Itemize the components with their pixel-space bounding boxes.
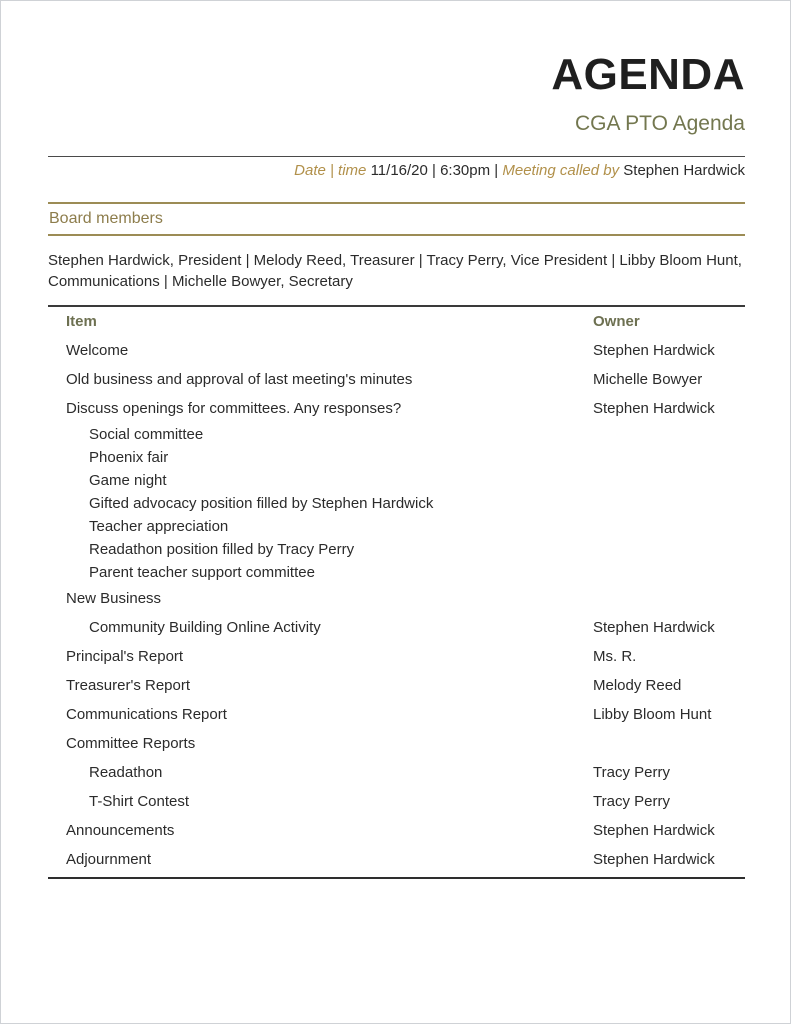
table-row bbox=[48, 394, 745, 423]
item-cell: Social committee bbox=[89, 426, 204, 443]
item-cell: Welcome bbox=[66, 342, 129, 359]
item-cell: Gifted advocacy position filled by Stephen Hardwick bbox=[89, 495, 434, 512]
owner-cell: Stephen Hardwick bbox=[593, 342, 715, 359]
table-row bbox=[48, 787, 745, 816]
item-cell: Announcements bbox=[66, 822, 175, 839]
table-bottom-divider bbox=[48, 877, 745, 879]
owner-cell: Tracy Perry bbox=[593, 764, 670, 781]
agenda-table-body bbox=[48, 336, 745, 874]
board-members-heading: Board members bbox=[48, 202, 745, 236]
item-cell: Treasurer's Report bbox=[66, 677, 191, 694]
item-cell: Parent teacher support committee bbox=[89, 564, 315, 581]
table-row bbox=[48, 365, 745, 394]
table-row bbox=[48, 758, 745, 787]
item-cell: Phoenix fair bbox=[89, 449, 169, 466]
date-time-value: 11/16/20 | 6:30pm | bbox=[370, 162, 499, 179]
table-row bbox=[48, 446, 745, 469]
owner-column-header: Owner bbox=[593, 313, 640, 330]
table-row bbox=[48, 492, 745, 515]
owner-cell bbox=[593, 584, 745, 613]
item-cell: Communications Report bbox=[66, 706, 227, 723]
owner-cell: Stephen Hardwick bbox=[593, 822, 715, 839]
owner-cell: Tracy Perry bbox=[593, 793, 670, 810]
item-cell: Teacher appreciation bbox=[89, 518, 229, 535]
item-cell: Game night bbox=[89, 472, 167, 489]
item-cell: T-Shirt Contest bbox=[89, 793, 190, 810]
table-header-row bbox=[48, 307, 745, 336]
table-row bbox=[48, 816, 745, 845]
owner-cell bbox=[593, 538, 745, 561]
owner-cell: Stephen Hardwick bbox=[593, 619, 715, 636]
owner-cell bbox=[593, 515, 745, 538]
table-row bbox=[48, 538, 745, 561]
header-divider bbox=[48, 156, 745, 157]
page-subtitle: CGA PTO Agenda bbox=[574, 112, 745, 135]
item-cell: Community Building Online Activity bbox=[89, 619, 321, 636]
table-row bbox=[48, 845, 745, 874]
owner-cell bbox=[593, 469, 745, 492]
owner-cell bbox=[593, 729, 745, 758]
item-cell: Adjournment bbox=[66, 851, 152, 868]
table-row bbox=[48, 700, 745, 729]
table-row bbox=[48, 469, 745, 492]
item-cell: Old business and approval of last meeting's minutes bbox=[66, 371, 413, 388]
item-cell: New Business bbox=[66, 590, 162, 607]
owner-cell bbox=[593, 423, 745, 446]
table-row bbox=[48, 584, 745, 613]
item-cell: Readathon position filled by Tracy Perry bbox=[89, 541, 355, 558]
table-row bbox=[48, 336, 745, 365]
date-time-label: Date | time bbox=[294, 162, 367, 179]
item-cell: Readathon bbox=[89, 764, 163, 781]
owner-cell: Stephen Hardwick bbox=[593, 851, 715, 868]
owner-cell bbox=[593, 561, 745, 584]
owner-cell: Melody Reed bbox=[593, 677, 682, 694]
page-title: AGENDA bbox=[551, 50, 745, 99]
owner-cell bbox=[593, 446, 745, 469]
owner-cell: Michelle Bowyer bbox=[593, 371, 703, 388]
table-row bbox=[48, 613, 745, 642]
item-column-header: Item bbox=[66, 313, 97, 330]
table-row bbox=[48, 515, 745, 538]
table-row bbox=[48, 423, 745, 446]
item-cell: Committee Reports bbox=[66, 735, 196, 752]
board-members-list: Stephen Hardwick, President | Melody Reed, Treasurer | Tracy Perry, Vice President | Libby Bloom Hunt, Communications | Michelle Bowyer, Secretary bbox=[48, 252, 742, 290]
meeting-called-by-label: Meeting called by bbox=[502, 162, 620, 179]
table-row bbox=[48, 729, 745, 758]
table-row bbox=[48, 642, 745, 671]
owner-cell: Ms. R. bbox=[593, 648, 637, 665]
owner-cell: Stephen Hardwick bbox=[593, 400, 715, 417]
item-cell: Principal's Report bbox=[66, 648, 184, 665]
table-row bbox=[48, 671, 745, 700]
table-row bbox=[48, 561, 745, 584]
agenda-table bbox=[48, 307, 745, 874]
date-line bbox=[48, 160, 745, 181]
owner-cell bbox=[593, 492, 745, 515]
owner-cell: Libby Bloom Hunt bbox=[593, 706, 712, 723]
item-cell: Discuss openings for committees. Any responses? bbox=[66, 400, 402, 417]
meeting-called-by-value: Stephen Hardwick bbox=[623, 162, 745, 179]
